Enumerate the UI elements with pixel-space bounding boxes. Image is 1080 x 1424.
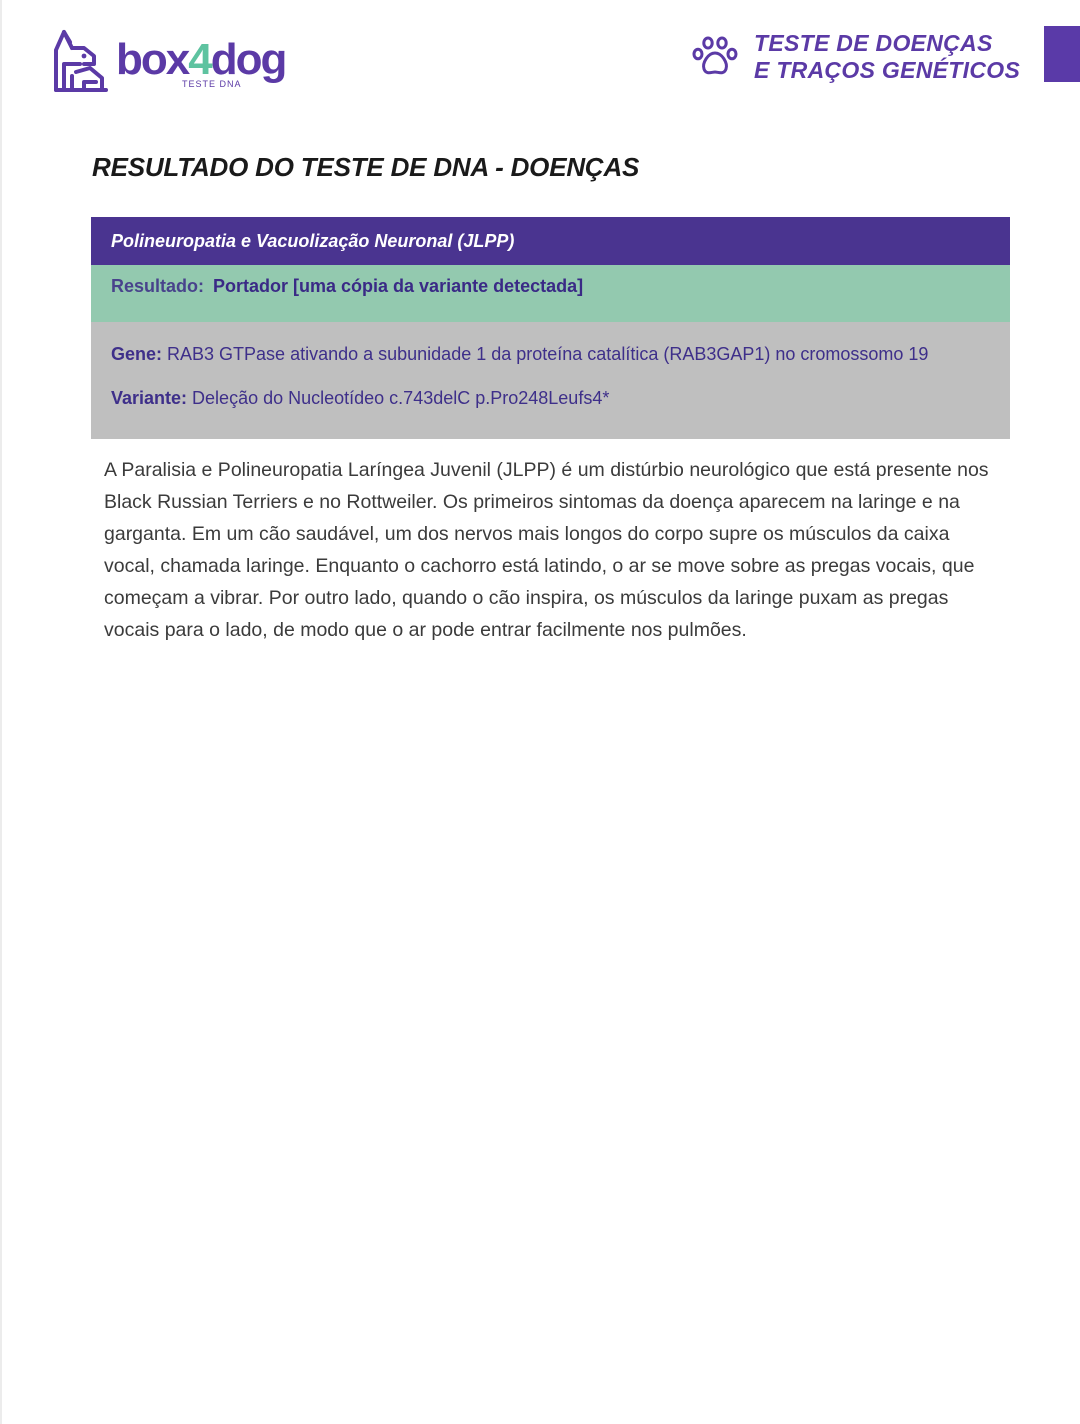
report-type-line-1: TESTE DE DOENÇAS xyxy=(754,30,993,56)
paw-print-icon xyxy=(692,34,738,80)
result-value: Portador [uma cópia da variante detectada] xyxy=(213,276,584,296)
report-type-line-2: E TRAÇOS GENÉTICOS xyxy=(754,57,1021,83)
result-row xyxy=(91,265,1010,322)
report-type-header xyxy=(692,30,1020,84)
disease-description: A Paralisia e Polineuropatia Laríngea Juvenil (JLPP) é um distúrbio neurológico que está presente nos Black Russian Terriers e no Rottweiler. Os primeiros sintomas da doença aparecem na laringe e na garganta. Em um cão saudável, um dos nervos mais longos do corpo supre os músculos da caixa vocal, chamada laringe. Enquanto o cachorro está latindo, o ar se move sobre as pregas vocais, que começam a vibrar. Por outro lado, quando o cão inspira, os músculos da laringe puxam as pregas vocais para o lado, de modo que o ar pode entrar facilmente nos pulmões. xyxy=(104,459,989,641)
logo-wordmark: box4dog xyxy=(116,35,286,84)
result-label: Resultado: xyxy=(111,276,205,296)
report-type-title xyxy=(754,30,1020,84)
result-card xyxy=(91,217,1010,439)
variant-row xyxy=(111,386,990,410)
corner-tab xyxy=(1044,26,1080,82)
page-edge xyxy=(0,0,2,1424)
gene-value: RAB3 GTPase ativando a subunidade 1 da proteína catalítica (RAB3GAP1) no cromossomo 19 xyxy=(167,344,929,364)
variant-value: Deleção do Nucleotídeo c.743delC p.Pro248Leufs4* xyxy=(192,388,610,408)
logo-tagline: TESTE DNA xyxy=(182,79,242,89)
gene-row xyxy=(111,342,990,366)
dog-box-logo-icon xyxy=(50,28,110,94)
details-block xyxy=(91,322,1010,439)
variant-label: Variante: xyxy=(111,388,193,408)
brand-logo[interactable] xyxy=(50,28,286,94)
gene-label: Gene: xyxy=(111,344,168,364)
page-title: RESULTADO DO TESTE DE DNA - DOENÇAS xyxy=(92,152,640,182)
disease-name: Polineuropatia e Vacuolização Neuronal (JLPP) xyxy=(91,217,1010,265)
